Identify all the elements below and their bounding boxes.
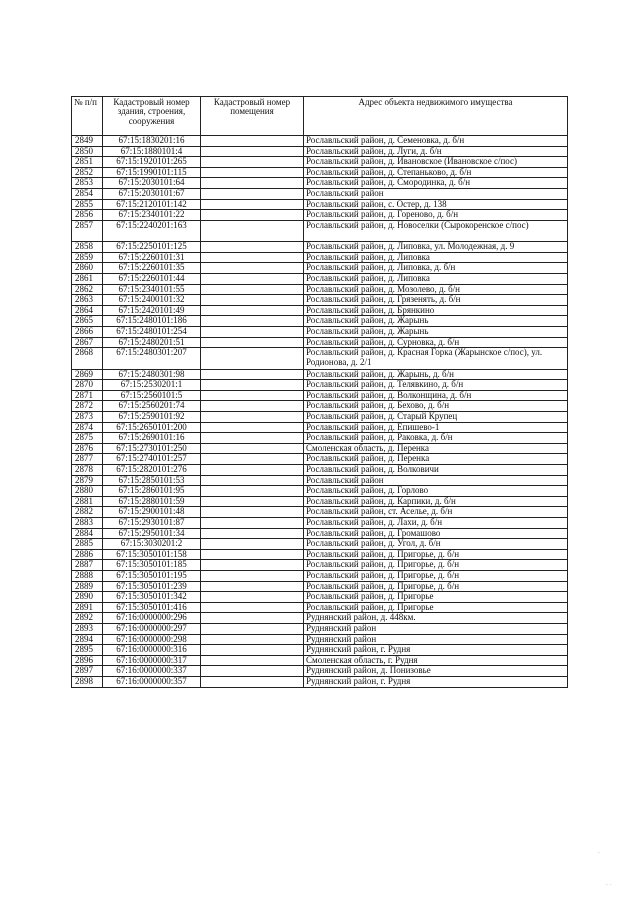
building-cadastral-number: 67:15:2740101:257 [103,454,201,465]
row-number: 2889 [72,581,103,592]
row-number: 2853 [72,178,103,189]
table-row [72,475,568,486]
table-row [72,433,568,444]
table-row [72,581,568,592]
building-cadastral-number: 67:15:2340101:22 [103,210,201,221]
premises-cadastral-number [201,528,304,539]
building-cadastral-number: 67:15:2480201:51 [103,337,201,348]
row-number: 2852 [72,167,103,178]
building-cadastral-number: 67:15:2480101:254 [103,327,201,338]
building-cadastral-number: 67:15:2480101:186 [103,316,201,327]
property-address: Рославльский район, д. Пригорье [304,592,568,603]
row-number: 2858 [72,242,103,253]
property-address: Рославльский район, с. Остер, д. 138 [304,199,568,210]
building-cadastral-number: 67:15:2900101:48 [103,507,201,518]
table-row [72,570,568,581]
property-address: Рославльский район, д. Пригорье, д. б/н [304,570,568,581]
premises-cadastral-number [201,486,304,497]
table-row [72,634,568,645]
table-row [72,666,568,677]
table-row [72,167,568,178]
property-address: Рославльский район, д. Сурновка, д. б/н [304,337,568,348]
building-cadastral-number: 67:15:1830201:16 [103,136,201,147]
premises-cadastral-number [201,570,304,581]
premises-cadastral-number [201,443,304,454]
row-number: 2894 [72,634,103,645]
scan-speck: · [598,850,600,857]
property-address: Рославльский район, д. Брянкино [304,305,568,316]
table-row [72,242,568,253]
property-address: Рославльский район, д. Епишево-1 [304,422,568,433]
building-cadastral-number: 67:15:2420101:49 [103,305,201,316]
property-address: Рославльский район, д. Пригорье [304,602,568,613]
premises-cadastral-number [201,263,304,274]
property-address: Рославльский район, д. Раковка, д. б/н [304,433,568,444]
premises-cadastral-number [201,136,304,147]
property-address: Рославльский район, д. Мозолево, д. б/н [304,284,568,295]
table-row [72,539,568,550]
row-number: 2875 [72,433,103,444]
property-register-table [71,96,568,688]
building-cadastral-number: 67:15:2260101:44 [103,274,201,285]
building-cadastral-number: 67:15:3050101:239 [103,581,201,592]
building-cadastral-number: 67:16:0000000:297 [103,623,201,634]
row-number: 2891 [72,602,103,613]
building-cadastral-number: 67:15:3030201:2 [103,539,201,550]
row-number: 2850 [72,146,103,157]
property-address: Рославльский район, д. Волковичи [304,465,568,476]
property-address: Руднянский район [304,634,568,645]
premises-cadastral-number [201,337,304,348]
row-number: 2857 [72,220,103,242]
property-address: Руднянский район [304,623,568,634]
building-cadastral-number: 67:15:2250101:125 [103,242,201,253]
property-address: Смоленская область, д. Перенка [304,443,568,454]
premises-cadastral-number [201,676,304,687]
building-cadastral-number: 67:15:2480301:98 [103,369,201,380]
table-row [72,188,568,199]
property-address: Рославльский район, д. Горлово [304,486,568,497]
table-body [72,136,568,688]
header-num: № п/п [72,97,103,136]
property-address: Рославльский район, д. Жарынь [304,327,568,338]
row-number: 2873 [72,412,103,423]
property-address: Рославльский район, д. Старый Крупец [304,412,568,423]
row-number: 2887 [72,560,103,571]
building-cadastral-number: 67:15:1880101:4 [103,146,201,157]
premises-cadastral-number [201,220,304,242]
row-number: 2870 [72,380,103,391]
table-row [72,263,568,274]
table-row [72,443,568,454]
property-address: Рославльский район, д. Пригорье, д. б/н [304,549,568,560]
table-row [72,507,568,518]
building-cadastral-number: 67:15:2240201:163 [103,220,201,242]
premises-cadastral-number [201,157,304,168]
table-row [72,390,568,401]
table-row [72,518,568,529]
premises-cadastral-number [201,327,304,338]
property-address: Рославльский район, д. Гореново, д. б/н [304,210,568,221]
building-cadastral-number: 67:15:2480301:207 [103,348,201,370]
row-number: 2856 [72,210,103,221]
table-row [72,613,568,624]
row-number: 2854 [72,188,103,199]
building-cadastral-number: 67:15:2860101:95 [103,486,201,497]
premises-cadastral-number [201,178,304,189]
building-cadastral-number: 67:15:3050101:195 [103,570,201,581]
table-row [72,157,568,168]
building-cadastral-number: 67:15:2690101:16 [103,433,201,444]
premises-cadastral-number [201,592,304,603]
row-number: 2872 [72,401,103,412]
property-address: Рославльский район, д. Лахи, д. б/н [304,518,568,529]
table-row [72,199,568,210]
premises-cadastral-number [201,475,304,486]
table-row [72,602,568,613]
property-address: Рославльский район, д. Волконщина, д. б/н [304,390,568,401]
row-number: 2893 [72,623,103,634]
row-number: 2866 [72,327,103,338]
premises-cadastral-number [201,380,304,391]
row-number: 2859 [72,252,103,263]
premises-cadastral-number [201,390,304,401]
property-address: Рославльский район, д. Перенка [304,454,568,465]
premises-cadastral-number [201,539,304,550]
row-number: 2868 [72,348,103,370]
premises-cadastral-number [201,188,304,199]
premises-cadastral-number [201,305,304,316]
premises-cadastral-number [201,348,304,370]
building-cadastral-number: 67:16:0000000:337 [103,666,201,677]
premises-cadastral-number [201,284,304,295]
row-number: 2892 [72,613,103,624]
premises-cadastral-number [201,518,304,529]
building-cadastral-number: 67:15:1920101:265 [103,157,201,168]
row-number: 2877 [72,454,103,465]
row-number: 2861 [72,274,103,285]
property-address: Рославльский район, д. Пригорье, д. б/н [304,560,568,571]
building-cadastral-number: 67:15:1990101:115 [103,167,201,178]
building-cadastral-number: 67:15:2950101:34 [103,528,201,539]
row-number: 2876 [72,443,103,454]
table-row [72,623,568,634]
property-address: Рославльский район, д. Липовка [304,274,568,285]
table-row [72,676,568,687]
property-address: Рославльский район, д. Красная Горка (Жарынское с/пос), ул. Родионова, д. 2/1 [304,348,568,370]
building-cadastral-number: 67:15:2260101:31 [103,252,201,263]
table-row [72,560,568,571]
row-number: 2869 [72,369,103,380]
property-address: Рославльский район, д. Новоселки (Сырокоренское с/пос) [304,220,568,242]
premises-cadastral-number [201,496,304,507]
property-address: Рославльский район, д. Липовка, д. б/н [304,263,568,274]
property-address: Руднянский район, г. Рудня [304,645,568,656]
table-row [72,422,568,433]
scan-speck: · · [606,882,612,889]
table-row [72,528,568,539]
table-row [72,316,568,327]
premises-cadastral-number [201,422,304,433]
property-address: Рославльский район, д. Смородинка, д. б/н [304,178,568,189]
property-address: Рославльский район [304,475,568,486]
premises-cadastral-number [201,623,304,634]
table-row [72,592,568,603]
property-address: Рославльский район, д. Телявкино, д. б/н [304,380,568,391]
row-number: 2863 [72,295,103,306]
premises-cadastral-number [201,210,304,221]
row-number: 2881 [72,496,103,507]
premises-cadastral-number [201,412,304,423]
property-address: Рославльский район, д. Степаньково, д. б/н [304,167,568,178]
building-cadastral-number: 67:15:2880101:59 [103,496,201,507]
table-row [72,380,568,391]
premises-cadastral-number [201,655,304,666]
property-address: Рославльский район, д. Луги, д. б/н [304,146,568,157]
property-address: Руднянский район, д. 448км. [304,613,568,624]
header-address: Адрес объекта недвижимого имущества [304,97,568,136]
premises-cadastral-number [201,560,304,571]
property-address: Рославльский район, д. Липовка, ул. Молодежная, д. 9 [304,242,568,253]
property-address: Рославльский район, д. Грязенять, д. б/н [304,295,568,306]
building-cadastral-number: 67:15:2400101:32 [103,295,201,306]
table-row [72,327,568,338]
building-cadastral-number: 67:15:3050101:185 [103,560,201,571]
row-number: 2871 [72,390,103,401]
property-address: Рославльский район, д. Пригорье, д. б/н [304,581,568,592]
building-cadastral-number: 67:15:2820101:276 [103,465,201,476]
building-cadastral-number: 67:15:2650101:200 [103,422,201,433]
property-address: Рославльский район, д. Угол, д. б/н [304,539,568,550]
premises-cadastral-number [201,613,304,624]
building-cadastral-number: 67:15:2120101:142 [103,199,201,210]
row-number: 2883 [72,518,103,529]
building-cadastral-number: 67:15:2730101:250 [103,443,201,454]
property-address: Рославльский район, д. Карпики, д. б/н [304,496,568,507]
building-cadastral-number: 67:15:3050101:342 [103,592,201,603]
building-cadastral-number: 67:15:2930101:87 [103,518,201,529]
premises-cadastral-number [201,274,304,285]
table-row [72,401,568,412]
property-address: Рославльский район [304,188,568,199]
property-address: Рославльский район, д. Жарынь [304,316,568,327]
premises-cadastral-number [201,507,304,518]
property-address: Рославльский район, д. Бехово, д. б/н [304,401,568,412]
premises-cadastral-number [201,666,304,677]
building-cadastral-number: 67:15:2530201:1 [103,380,201,391]
premises-cadastral-number [201,316,304,327]
property-address: Смоленская область, г. Рудня [304,655,568,666]
row-number: 2896 [72,655,103,666]
row-number: 2874 [72,422,103,433]
property-address: Рославльский район, д. Жарынь, д. б/н [304,369,568,380]
building-cadastral-number: 67:15:2260101:35 [103,263,201,274]
building-cadastral-number: 67:15:2560201:74 [103,401,201,412]
row-number: 2885 [72,539,103,550]
premises-cadastral-number [201,634,304,645]
property-address: Рославльский район, ст. Аселье, д. б/н [304,507,568,518]
table-row [72,305,568,316]
header-building-cadastral: Кадастровый номер здания, строения, сооружения [103,97,201,136]
table-row [72,645,568,656]
table-row [72,465,568,476]
row-number: 2897 [72,666,103,677]
building-cadastral-number: 67:16:0000000:317 [103,655,201,666]
row-number: 2860 [72,263,103,274]
property-address: Руднянский район, д. Понизовье [304,666,568,677]
premises-cadastral-number [201,252,304,263]
row-number: 2884 [72,528,103,539]
table-row [72,136,568,147]
row-number: 2890 [72,592,103,603]
table-row [72,295,568,306]
premises-cadastral-number [201,167,304,178]
premises-cadastral-number [201,242,304,253]
building-cadastral-number: 67:15:2030101:64 [103,178,201,189]
property-address: Рославльский район, д. Семеновка, д. б/н [304,136,568,147]
premises-cadastral-number [201,433,304,444]
table-row [72,369,568,380]
row-number: 2851 [72,157,103,168]
premises-cadastral-number [201,401,304,412]
row-number: 2879 [72,475,103,486]
building-cadastral-number: 67:16:0000000:316 [103,645,201,656]
row-number: 2878 [72,465,103,476]
row-number: 2898 [72,676,103,687]
premises-cadastral-number [201,602,304,613]
building-cadastral-number: 67:16:0000000:296 [103,613,201,624]
building-cadastral-number: 67:15:2560101:5 [103,390,201,401]
row-number: 2880 [72,486,103,497]
premises-cadastral-number [201,369,304,380]
property-address: Руднянский район, г. Рудня [304,676,568,687]
building-cadastral-number: 67:15:3050101:158 [103,549,201,560]
premises-cadastral-number [201,146,304,157]
premises-cadastral-number [201,465,304,476]
property-address: Рославльский район, д. Ивановское (Ивановское с/пос) [304,157,568,168]
table-row [72,348,568,370]
building-cadastral-number: 67:15:2590101:92 [103,412,201,423]
table-row [72,549,568,560]
table-row [72,655,568,666]
table-row [72,210,568,221]
row-number: 2895 [72,645,103,656]
row-number: 2849 [72,136,103,147]
premises-cadastral-number [201,454,304,465]
row-number: 2865 [72,316,103,327]
building-cadastral-number: 67:16:0000000:298 [103,634,201,645]
row-number: 2886 [72,549,103,560]
table-row [72,454,568,465]
table-row [72,412,568,423]
premises-cadastral-number [201,645,304,656]
table-row [72,496,568,507]
table-row [72,284,568,295]
table-header-row [72,97,568,136]
table-row [72,220,568,242]
table-row [72,146,568,157]
table-row [72,178,568,189]
premises-cadastral-number [201,549,304,560]
row-number: 2864 [72,305,103,316]
premises-cadastral-number [201,581,304,592]
property-address: Рославльский район, д. Громашово [304,528,568,539]
building-cadastral-number: 67:15:3050101:416 [103,602,201,613]
property-address: Рославльский район, д. Липовка [304,252,568,263]
row-number: 2888 [72,570,103,581]
table-row [72,486,568,497]
table-row [72,337,568,348]
premises-cadastral-number [201,199,304,210]
building-cadastral-number: 67:15:2340101:55 [103,284,201,295]
row-number: 2862 [72,284,103,295]
building-cadastral-number: 67:16:0000000:357 [103,676,201,687]
premises-cadastral-number [201,295,304,306]
table-row [72,274,568,285]
row-number: 2855 [72,199,103,210]
building-cadastral-number: 67:15:2850101:53 [103,475,201,486]
building-cadastral-number: 67:15:2030101:67 [103,188,201,199]
row-number: 2882 [72,507,103,518]
row-number: 2867 [72,337,103,348]
header-premises-cadastral: Кадастровый номер помещения [201,97,304,136]
table-row [72,252,568,263]
